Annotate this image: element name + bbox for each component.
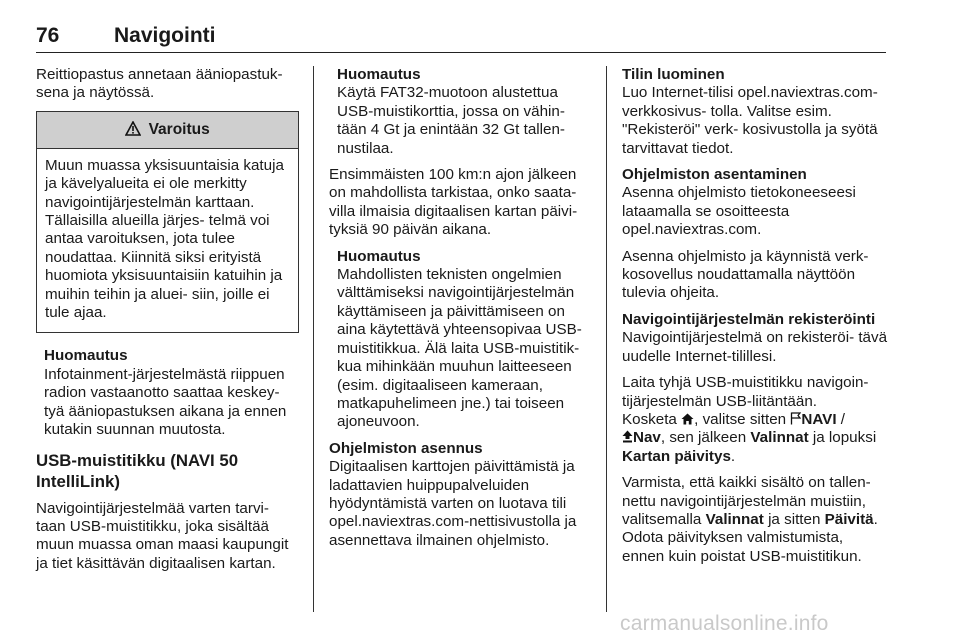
subheading: Ohjelmiston asennus — [329, 439, 483, 457]
note-title: Huomautus — [44, 347, 128, 365]
warning-triangle-icon — [125, 121, 148, 138]
watermark: carmanualsonline.info — [620, 612, 829, 635]
text: . — [730, 447, 736, 465]
warning-header — [37, 112, 298, 149]
note-block — [36, 347, 299, 439]
page-number: 76 — [36, 24, 60, 47]
warning-box — [36, 111, 299, 334]
note-block — [329, 248, 593, 432]
warning-title: Varoitus — [148, 120, 210, 138]
page-header — [36, 24, 886, 53]
note-title: Huomautus — [337, 66, 421, 83]
page-title: Navigointi — [114, 24, 216, 47]
paragraph: Ensimmäisten 100 km:n ajon jälkeen on mahdollista tarkistaa, onko saata- villa ilmaisia digitaalisen kartan päivi- tyksiä 90 päivän aikana. — [329, 166, 578, 239]
subheading: Ohjelmiston asentaminen — [622, 166, 807, 184]
kartan-paivitys-label: Kartan päivitys — [622, 447, 731, 465]
note-block — [329, 66, 593, 158]
note-text: Infotainment-järjestelmästä riippuen radion vastaanotto saattaa keskey- tyä ääniopastuksen aikana ja ennen kutakin suunnan muutosta. — [44, 365, 287, 439]
text: Varmista, että kaikki sisältö on tallen- nettu navigointijärjestelmän muistiin, valitsemalla — [622, 474, 871, 528]
note-text: Mahdollisten teknisten ongelmien välttämiseksi navigointijärjestelmän käyttämiseen ja päivittämiseen on aina käytettävä yhteensopivaa USB- muistitikkua. Älä laita USB-muistitik- kua mihinkään muuhun laitteeseen (esim. digitaaliseen kameraan, matkapuhelimeen jne.) tai toiseen ajoneuvoon. — [337, 266, 582, 431]
subheading: Navigointijärjestelmän rekisteröinti — [622, 310, 876, 328]
warning-text: Muun muassa yksisuuntaisia katuja ja kävelyalueita ei ole merkitty navigointijärjestelmän karttaan. Tällaisilla alueilla järjes- telmä voi antaa varoituksen, jota tulee noudattaa. Kiinnitä siksi erityistä huomiota yksisuuntaisiin katuihin ja muihin teihin ja aluei- siin, joille ei tule ajaa. — [45, 156, 284, 322]
navigation-arrow-icon — [622, 429, 633, 446]
text: . — [873, 510, 878, 528]
paragraph: Luo Internet-tilisi opel.naviextras.com-verkkosivus- tolla. Valitse esim. "Rekisteröi" verk- kosivustolla ja syötä tarvittavat tiedot. — [622, 84, 878, 157]
navi-label: NAVI — [801, 410, 837, 428]
column-1 — [36, 66, 299, 581]
text: , sen jälkeen — [660, 429, 747, 447]
column-divider — [313, 66, 314, 612]
paivita-label: Päivitä — [824, 510, 874, 528]
text: ja lopuksi — [812, 429, 877, 447]
paragraph: Asenna ohjelmisto ja käynnistä verk- kosovellus noudattamalla näyttöön tulevia ohjeita. — [622, 247, 869, 302]
subheading: Tilin luominen — [622, 66, 725, 83]
text: Kosketa — [622, 410, 677, 428]
intro-paragraph: Reittiopastus annetaan ääniopastuk- sena ja näytössä. — [36, 66, 283, 102]
text: ja sitten — [768, 510, 821, 528]
text: , valitse sitten — [694, 410, 787, 428]
home-icon — [681, 411, 694, 428]
note-text: Käytä FAT32-muotoon alustettua USB-muistikorttia, jossa on vähin- tään 4 Gt ja enintään 32 Gt tallen- nustilaa. — [337, 84, 565, 157]
valinnat-label: Valinnat — [750, 429, 809, 447]
note-title: Huomautus — [337, 247, 421, 265]
nav-label: Nav — [633, 429, 661, 447]
column-divider — [606, 66, 607, 612]
text: Odota päivityksen valmistumista, ennen kuin poistat USB-muistitikun. — [622, 529, 862, 565]
valinnat-label: Valinnat — [705, 510, 764, 528]
section-paragraph: Navigointijärjestelmää varten tarvi- taan USB-muistitikku, joka sisältää muun muassa oman maasi kaupungit ja tiet käsittävän digitaalisen kartan. — [36, 499, 289, 572]
paragraph — [622, 474, 888, 566]
paragraph: Navigointijärjestelmä on rekisteröi- tävä uudelle Internet-tilillesi. — [622, 329, 888, 365]
text: / — [836, 410, 845, 428]
text: Laita tyhjä USB-muistitikku navigoin- tijärjestelmän USB-liitäntään. — [622, 374, 869, 410]
paragraph: Digitaalisen karttojen päivittämistä ja ladattavien huippupalveluiden hyödyntämistä varten on luotava tili opel.naviextras.com-nettisivustolla ja asennettava ilmainen ohjelmisto. — [329, 458, 577, 549]
paragraph: Asenna ohjelmisto tietokoneeseesi lataamalla se osoitteesta opel.naviextras.com. — [622, 184, 856, 239]
flag-icon — [790, 411, 801, 428]
column-2 — [329, 66, 593, 558]
paragraph — [622, 374, 888, 466]
section-heading: USB-muistitikku (NAVI 50 IntelliLink) — [36, 450, 239, 491]
column-3 — [622, 66, 888, 574]
